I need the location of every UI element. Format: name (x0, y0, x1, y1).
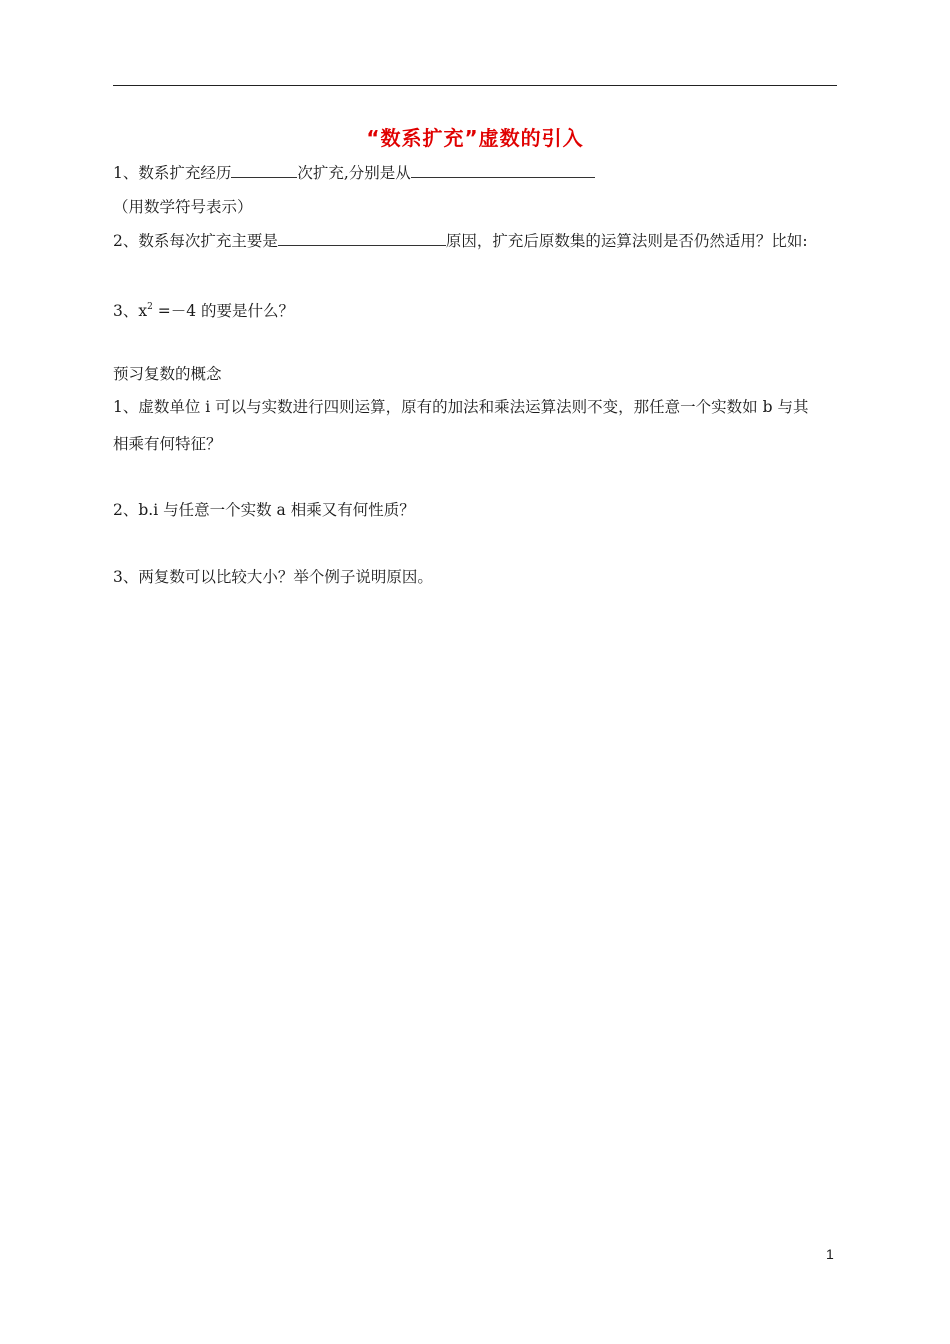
preview-question-2: 2、b.i 与任意一个实数 a 相乘又有何性质？ (113, 501, 415, 519)
answer-blank (231, 163, 297, 178)
exponent: 2 (147, 302, 153, 312)
preview-question-1-line-2: 相乘有何特征？ (113, 435, 222, 453)
page-number: 1 (826, 1246, 834, 1262)
question-1-prefix: 1、数系扩充经历 (113, 164, 232, 182)
section-heading: 预习复数的概念 (113, 365, 222, 383)
question-3-prefix: 3、x (113, 302, 148, 320)
answer-blank (278, 231, 446, 246)
question-1-note: （用数学符号表示） (113, 198, 253, 216)
header-rule (113, 85, 837, 86)
preview-question-3: 3、两复数可以比较大小？举个例子说明原因。 (113, 568, 433, 586)
answer-blank (411, 163, 595, 178)
question-2-suffix: 原因，扩充后原数集的运算法则是否仍然适用？比如: (445, 232, 808, 250)
question-3 (113, 297, 294, 321)
question-1 (113, 163, 595, 183)
question-3-suffix: =－4 的要是什么？ (152, 302, 295, 320)
question-2-prefix: 2、数系每次扩充主要是 (113, 232, 278, 250)
question-2 (113, 231, 808, 251)
preview-question-1-line-1: 1、虚数单位 i 可以与实数进行四则运算，原有的加法和乘法运算法则不变，那任意一个实数如 b 与其 (113, 398, 809, 416)
page-title: “数系扩充”虚数的引入 (366, 126, 584, 150)
question-1-middle: 次扩充,分别是从 (297, 164, 411, 182)
